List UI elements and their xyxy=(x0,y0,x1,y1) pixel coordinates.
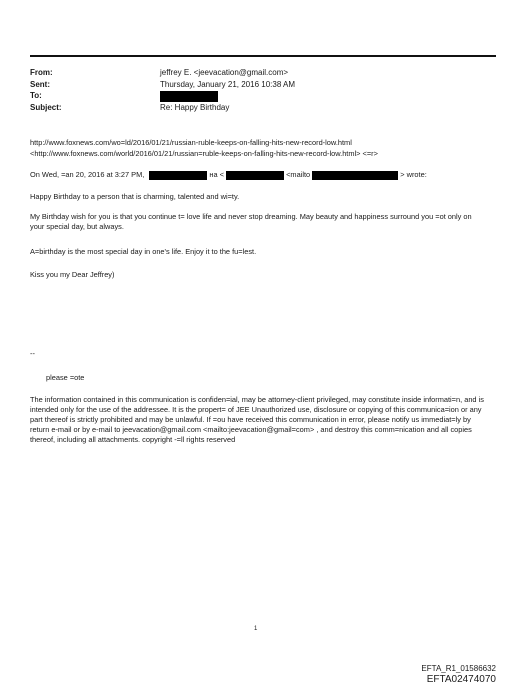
paragraph-2: My Birthday wish for you is that you continue t= love life and never stop dreaming. May beauty and happiness surround you =ot only on your special day, but always. xyxy=(30,212,472,231)
quote-mailto: <mailto xyxy=(286,170,311,179)
from-value: jeffrey E. <jeevacation@gmail.com> xyxy=(160,68,289,77)
paragraph-3: A=birthday is the most special day in one's life. Enjoy it to the fu=lest. xyxy=(30,247,257,256)
paragraph-1: Happy Birthday to a person that is charming, talented and wi=ty. xyxy=(30,192,240,201)
subject-label: Subject: xyxy=(30,103,62,112)
bates-code-1: EFTA_R1_01586632 xyxy=(421,664,496,673)
page-number: 1 xyxy=(254,626,258,632)
quote-na: на < xyxy=(209,170,224,179)
signature-dash: -- xyxy=(30,349,35,358)
subject-value: Re: Happy Birthday xyxy=(160,103,230,112)
quote-wrote: > wrote: xyxy=(400,170,427,179)
redaction-block xyxy=(160,91,218,102)
redaction-block xyxy=(312,171,398,180)
to-label: To: xyxy=(30,91,42,100)
quote-prefix: On Wed, =an 20, 2016 at 3:27 PM, xyxy=(30,170,145,179)
sent-value: Thursday, January 21, 2016 10:38 AM xyxy=(160,80,296,89)
quote-header xyxy=(30,170,427,180)
bates-code-2: EFTA02474070 xyxy=(426,674,496,685)
from-label: From: xyxy=(30,68,53,77)
link-line-2: <http://www.foxnews.com/world/2016/01/21/russian=ruble-keeps-on-falling-hits-new-record-low.html> <=r> xyxy=(30,149,378,158)
redaction-block xyxy=(226,171,284,180)
please-note: please =ote xyxy=(46,373,85,382)
disclaimer: The information contained in this communication is confiden=ial, may be attorney-client privileged, may constitute inside informati=n, and is intended only for the use of the addressee. It is the propert= of JEE Unauthorized use, disclosure or copying of this communica=ion or any part thereof is strictly prohibited and may be unlawful. If =ou have received this communication in error, please notify us immediat=ly by return e-mail or by e-mail to jeevacation@gmail.com <mailto:jeevacation@gmail=com> , and destroy this comm=nication and all copies thereof, including all attachments. copyright -=ll rights reserved xyxy=(30,395,484,444)
redaction-block xyxy=(149,171,207,180)
paragraph-4: Kiss you my Dear Jeffrey) xyxy=(30,270,115,279)
to-value xyxy=(160,91,218,102)
sent-label: Sent: xyxy=(30,80,50,89)
link-line-1: http://www.foxnews.com/wo=ld/2016/01/21/russian-ruble-keeps-on-falling-hits-new-record-low.html xyxy=(30,138,352,147)
header-rule xyxy=(30,55,496,57)
